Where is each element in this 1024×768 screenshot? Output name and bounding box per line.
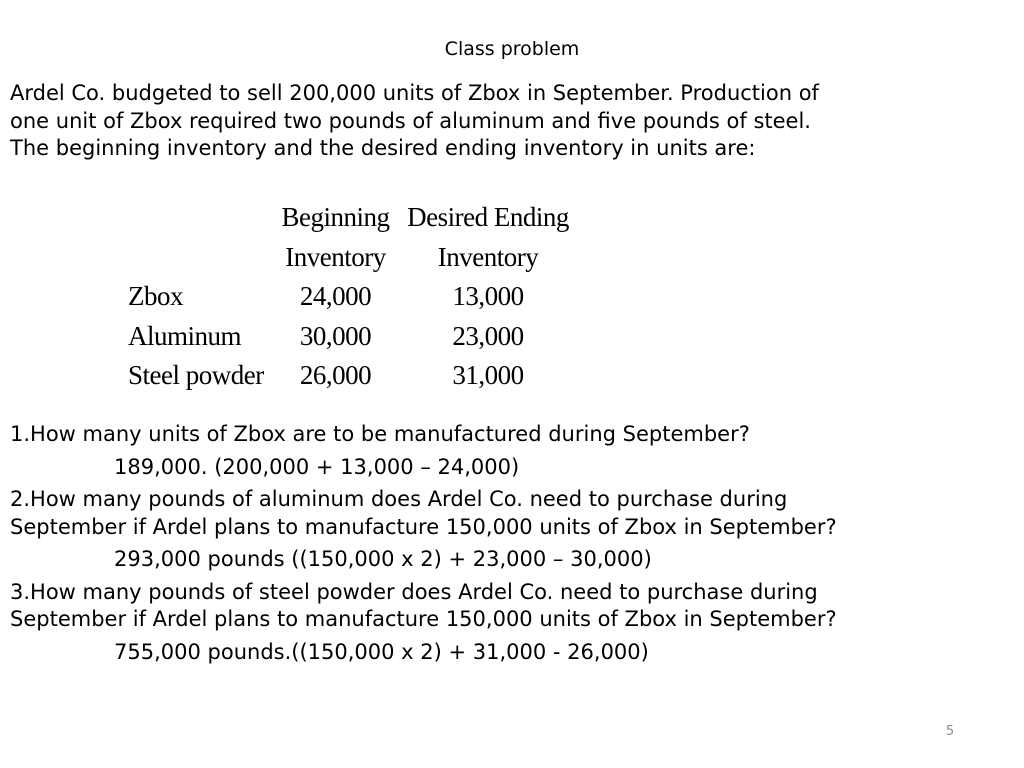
intro-line: Ardel Co. budgeted to sell 200,000 units of Zbox in September. Production of — [10, 81, 819, 105]
questions-list — [10, 421, 1010, 666]
question-text: 2.How many pounds of aluminum does Ardel Co. need to purchase during — [10, 487, 788, 511]
table-cell: Zbox — [128, 281, 183, 311]
intro-paragraph — [10, 80, 1010, 163]
answer-text: 755,000 pounds.((150,000 x 2) + 31,000 - 26,000) — [114, 639, 649, 664]
table-cell: 23,000 — [452, 320, 524, 351]
question-1 — [10, 421, 1010, 481]
table-header-row — [128, 238, 573, 278]
question-text: 1.How many units of Zbox are to be manufactured during September? — [10, 422, 750, 446]
intro-line: one unit of Zbox required two pounds of aluminum and five pounds of steel. — [10, 108, 811, 133]
table-cell: 30,000 — [299, 320, 372, 351]
page-number: 5 — [945, 724, 955, 739]
question-text: September if Ardel plans to manufacture 150,000 units of Zbox in September? — [10, 607, 837, 631]
table-cell: Aluminum — [128, 320, 242, 351]
intro-line: The beginning inventory and the desired ending inventory in units are: — [10, 136, 756, 160]
table-header-cell — [128, 198, 268, 238]
table-header-row — [128, 198, 573, 238]
answer-text: 189,000. (200,000 + 13,000 – 24,000) — [114, 454, 520, 479]
table-row — [128, 277, 573, 317]
table-cell: 26,000 — [299, 360, 372, 390]
table-header-cell: Inventory — [285, 241, 386, 272]
slide-title: Class problem — [444, 38, 580, 60]
question-text: 3.How many pounds of steel powder does Ardel Co. need to purchase during — [10, 579, 818, 604]
question-2 — [10, 486, 1010, 574]
table-header-cell: Beginning — [281, 202, 390, 232]
table-header-cell: Desired Ending — [407, 202, 569, 232]
table-header-cell — [128, 238, 268, 278]
answer-text: 293,000 pounds ((150,000 x 2) + 23,000 – 30,000) — [114, 547, 652, 571]
question-text: September if Ardel plans to manufacture 150,000 units of Zbox in September? — [10, 514, 837, 539]
table-cell: Steel powder — [128, 360, 264, 390]
question-3 — [10, 579, 1010, 667]
table-row — [128, 317, 573, 357]
table-cell: 24,000 — [299, 281, 372, 311]
table-cell: 31,000 — [452, 360, 524, 390]
inventory-table — [128, 198, 573, 396]
table-row — [128, 356, 573, 396]
table-header-cell: Inventory — [437, 241, 539, 272]
table-cell: 13,000 — [452, 281, 524, 311]
